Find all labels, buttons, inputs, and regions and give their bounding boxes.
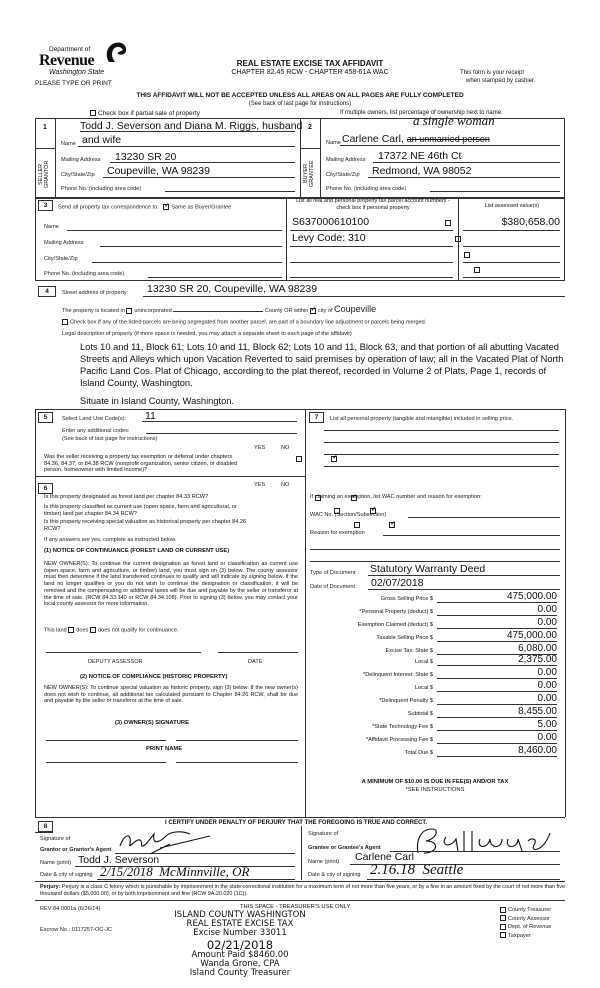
same-as-buyer-checkbox[interactable] xyxy=(163,204,169,210)
stamp-line-1: ISLAND COUNTY WASHINGTON xyxy=(174,910,306,920)
perjury-notice: Perjury: Perjury is a class C felony which is punishable by imprisonment in the state correctional institution for a maximum term of not more than five years, or by a fine in an amount fixed by the court of not more than five thousand dollars ($5,000.00), or by both imprisonment and fine (RCW 9A.20.020 (1C)). xyxy=(40,884,565,897)
does-qualify-checkbox[interactable] xyxy=(68,627,74,633)
segregated-row: Check box if any of the listed parcels are being segregated from another parcel, are part of a boundary line adjustment or parcels being merged. xyxy=(62,319,426,325)
grantee-date-label: Date & city of signing xyxy=(308,872,361,878)
parcel-row-3[interactable] xyxy=(290,262,453,263)
subtotal-row[interactable]: Subtotal $ 8,455.00 xyxy=(407,706,557,717)
dor-logo xyxy=(35,40,130,80)
seller-city-label: City/State/Zip xyxy=(61,172,95,178)
stamp-line-2: REAL ESTATE EXCISE TAX xyxy=(186,919,294,929)
grantee-sig-label-2: Grantee or Grantee's Agent xyxy=(308,845,381,851)
form-subtitle: CHAPTER 82.45 RCW - CHAPTER 458-61A WAC xyxy=(231,69,389,76)
section-6-number: 6 xyxy=(38,483,53,494)
grantee-name-field[interactable]: Carlene Carl xyxy=(355,851,414,863)
parcel-row-2[interactable]: Levy Code: 310 xyxy=(292,232,366,244)
corr-name-field[interactable] xyxy=(67,230,282,231)
notice-continuance-title: (1) NOTICE OF CONTINUANCE (FOREST LAND OR CURRENT USE) xyxy=(44,548,230,554)
corr-mailing-label: Mailing Address xyxy=(44,240,84,246)
buyer-mailing-label: Mailing Address xyxy=(326,157,366,163)
section-4-number: 4 xyxy=(38,286,56,297)
personal-property-line-4[interactable] xyxy=(324,466,559,467)
if-yes-note: If any answers are yes, complete as instructed below. xyxy=(44,537,177,543)
section-8-number: 8 xyxy=(38,821,53,832)
buyer-city-field[interactable]: Redmond, WA 98052 xyxy=(372,165,472,177)
form-title: REAL ESTATE EXCISE TAX AFFIDAVIT xyxy=(236,59,384,68)
located-in-row: The property is located in unincorporated County OR within ✓ city of Coupeville xyxy=(62,304,376,314)
section-3-number: 3 xyxy=(38,200,53,211)
grantee-name-label: Name (print) xyxy=(308,859,340,865)
exemption-no-checkbox[interactable] xyxy=(331,456,337,462)
seller-city-field[interactable]: Coupeville, WA 98239 xyxy=(107,165,210,177)
additional-codes-label: Enter any additional codes: xyxy=(62,428,130,434)
see-back-note: (See back of last page for instructions) xyxy=(248,101,352,107)
escrow-number: 0117257-OC-JC xyxy=(71,927,113,933)
historic-question: Is this property receiving special valuation as historical property per chapter 84.26 RCW? xyxy=(44,519,247,532)
forest-question: Is this property designated as forest land per chapter 84.33 RCW? xyxy=(44,494,209,500)
notice-continuance-text: NEW OWNER(S): To continue the current designation as forest land or classification as current use (open space, farm and agriculture, or timber) land, you must sign on (3) below. The county assessor must then determine if the land transferred continues to qualify and will indicate by signing below. If the land no longer qualifies or you do not wish to continue the designation or classification, it will be removed and the compensating or additional taxes will be due and payable by the seller or transferor at the time of sale. (RCW 84.33.140 or RCW 84.34.108). Prior to signing (3) below, you may contact your local county assessor for more information. xyxy=(44,561,298,608)
grantor-sig-label-2: Grantor or Grantor's Agent xyxy=(40,847,112,853)
stamp-excise-number: Excise Number 33011 xyxy=(193,928,287,938)
total-due-row[interactable]: Total Due $ 8,460.00 xyxy=(404,745,557,756)
partial-sale-label: Check box if partial sale of property xyxy=(98,110,200,117)
corr-city-field[interactable] xyxy=(92,262,282,263)
buyer-phone-label: Phone No. (including area code) xyxy=(326,186,407,192)
seller-name-line2[interactable]: and wife xyxy=(82,134,122,146)
delinquent-interest-local-row[interactable]: Local $ 0.00 xyxy=(414,680,557,691)
grantor-name-label: Name (print) xyxy=(40,860,72,866)
wac-label: WAC No. (Section/Subsection) xyxy=(310,512,387,518)
copy-dept-revenue-checkbox[interactable] xyxy=(500,924,506,930)
unincorporated-checkbox[interactable] xyxy=(126,308,132,314)
owner-signature-title: (3) OWNER(S) SIGNATURE xyxy=(115,720,189,726)
stamp-amount: Amount Paid $8460.00 xyxy=(191,949,289,960)
buyer-side-label: BUYER GRANTEE xyxy=(303,160,315,188)
current-use-question: Is this property classified as current use (open space, farm and agricultural, or timber) land per chapter 84.34 RCW? xyxy=(44,504,237,517)
copy-taxpayer-checkbox[interactable] xyxy=(500,932,506,938)
corr-phone-field[interactable] xyxy=(148,277,282,278)
grantee-date-city-field[interactable]: 2.16.18 Seattle xyxy=(370,862,464,878)
land-use-label: Select Land Use Code(s): xyxy=(62,416,127,422)
additional-codes-field[interactable] xyxy=(146,433,297,434)
personal-property-line-2[interactable] xyxy=(324,442,559,443)
doc-date-label: Date of Document xyxy=(310,584,356,590)
personal-property-line-3[interactable] xyxy=(324,454,559,455)
receipt-note-2: when stamped by cashier. xyxy=(466,78,536,84)
assessed-header: List assessed value(s) xyxy=(484,203,540,209)
reason-label: Reason for exemption xyxy=(310,530,365,536)
grantor-sig-label-1: Signature of xyxy=(40,836,71,842)
reason-field-3[interactable] xyxy=(310,561,560,562)
no-header-6: NO xyxy=(281,482,290,488)
escrow-row: Escrow No.: 0117257-OC-JC xyxy=(40,927,113,933)
buyer-city-label: City/State/Zip xyxy=(326,172,360,178)
doc-type-field[interactable]: Statutory Warranty Deed xyxy=(370,563,486,575)
partial-sale-box[interactable] xyxy=(90,110,96,116)
multiple-owners-note: If multiple owners, list percentage of ownership next to name. xyxy=(340,110,503,116)
segregated-checkbox[interactable] xyxy=(62,319,68,325)
buyer-name-value: Carlene Carl, xyxy=(342,133,404,145)
stamp-title: Island County Treasurer xyxy=(189,967,291,978)
no-header-5: NO xyxy=(281,445,290,451)
notice-compliance-title: (2) NOTICE OF COMPLIANCE (HISTORIC PROPERTY) xyxy=(80,674,228,680)
minimum-due-note: A MINIMUM OF $10.00 IS DUE IN FEE(S) AND/OR TAX xyxy=(361,779,509,785)
seller-mailing-field[interactable]: 13230 SR 20 xyxy=(115,151,177,163)
seller-mailing-label: Mailing Address xyxy=(61,157,101,163)
exemption-claim-label: If claiming an exemption, list WAC number and reason for exemption: xyxy=(310,494,482,500)
print-name-2[interactable] xyxy=(176,762,298,763)
section-2-number: 2 xyxy=(308,124,312,131)
deputy-assessor-label: DEPUTY ASSESSOR xyxy=(88,659,143,665)
print-name-label: PRINT NAME xyxy=(146,746,183,752)
state-technology-fee-row[interactable]: *State Technology Fee $ 5.00 xyxy=(372,719,557,730)
taxable-selling-price-row[interactable]: Taxable Selling Price $ 475,000.00 xyxy=(376,630,557,641)
situate-text: Situate in Island County, Washington. xyxy=(80,396,235,406)
owner-signature-2[interactable] xyxy=(176,740,298,741)
land-use-code-field[interactable]: 11 xyxy=(145,410,156,422)
section-5-number: 5 xyxy=(38,412,53,423)
correspondence-label: Send all property tax correspondence to: ✓ Same as Buyer/Grantee xyxy=(58,204,231,210)
grantee-signature[interactable] xyxy=(410,823,560,859)
assessed-value-3[interactable] xyxy=(463,262,560,263)
corr-name-label: Name xyxy=(44,224,59,230)
historic-yes-checkbox[interactable] xyxy=(354,522,360,528)
corr-mailing-field[interactable] xyxy=(100,246,282,247)
form-number: REV 84 0001a (6/26/14) xyxy=(40,906,101,912)
excise-tax-state-row[interactable]: Excise Tax: State $ 6,080.00 xyxy=(385,643,557,654)
delinquent-penalty-row[interactable]: *Delinquent Penalty $ 0.00 xyxy=(379,693,557,704)
doc-date-field[interactable]: 02/07/2018 xyxy=(371,577,424,589)
personal-property-deduct-row[interactable]: *Personal Property (deduct) $ 0.00 xyxy=(359,604,557,615)
treasurer-use-header: THIS SPACE - TREASURER'S USE ONLY xyxy=(240,904,351,910)
parcel-1-personal-checkbox[interactable] xyxy=(445,220,451,226)
certification-statement: I CERTIFY UNDER PENALTY OF PERJURY THAT THE FOREGOING IS TRUE AND CORRECT. xyxy=(165,820,428,826)
seller-side-label: SELLER GRANTOR xyxy=(38,160,50,188)
section-1-number: 1 xyxy=(43,124,47,131)
reason-field[interactable] xyxy=(383,535,560,536)
see-instructions-note: *SEE INSTRUCTIONS xyxy=(405,787,465,793)
reason-field-2[interactable] xyxy=(310,549,560,550)
parcel-3-personal-checkbox[interactable] xyxy=(464,252,470,258)
exemption-question: Was the seller receiving a property tax exemption or deferral under chapters 84.36, 84.37, or 84.38 RCW (nonprofit organization, senior citizen, or disabled person, homeowner with limited income)? xyxy=(44,454,238,473)
section-7-number: 7 xyxy=(309,412,324,423)
corr-phone-label: Phone No. (including area code) xyxy=(44,271,125,277)
excise-tax-local-row[interactable]: Local $ 2,375.00 xyxy=(414,654,557,665)
assessed-value-2[interactable] xyxy=(463,246,560,247)
exemption-claimed-row[interactable]: Exemption Claimed (deduct) $ 0.00 xyxy=(357,617,557,628)
logo-agency-line1: Department of xyxy=(49,46,91,53)
buyer-phone-field[interactable] xyxy=(430,191,560,192)
parcel-row-1[interactable]: S637000610100 xyxy=(292,216,370,228)
notice-compliance-text: NEW OWNER(S): To continue special valuation as historic property, sign (3) below. If the new owner(s) does not wish to continue, all additional tax calculated pursuant to Chapter 84.26 RCW, shall be due and payable by the seller or transferor at the time of sale. xyxy=(44,685,298,705)
does-not-qualify-checkbox[interactable] xyxy=(90,627,96,633)
copy-county-assessor-checkbox[interactable] xyxy=(500,915,506,921)
copy-county-treasurer: County Treasurer County Assessor Dept. of Revenue Taxpayer xyxy=(500,906,552,940)
parcel-2-personal-checkbox[interactable] xyxy=(455,236,461,242)
doc-type-label: Type of Document xyxy=(310,570,356,576)
wac-field[interactable] xyxy=(408,517,560,518)
assessed-value-4[interactable] xyxy=(463,277,560,278)
date-label: DATE xyxy=(248,659,263,665)
parcel-4-personal-checkbox[interactable] xyxy=(474,267,480,273)
personal-property-line-1[interactable] xyxy=(324,430,559,431)
city-of-field[interactable]: Coupeville xyxy=(334,304,377,314)
acceptance-warning: THIS AFFIDAVIT WILL NOT BE ACCEPTED UNLESS ALL AREAS ON ALL PAGES ARE FULLY COMPLETED xyxy=(136,92,464,99)
assessed-value-1[interactable]: $380,658.00 xyxy=(501,216,560,228)
seller-phone-label: Phone No. (including area code) xyxy=(61,186,142,192)
owner-signature-1[interactable] xyxy=(46,740,166,741)
parcel-header: List all real and personal property tax parcel account numbers - check box if personal property xyxy=(296,198,450,211)
land-use-see-back: (See back of last page for instructions) xyxy=(62,436,158,442)
buyer-mailing-field[interactable]: 17372 NE 46th Ct xyxy=(378,150,462,162)
yes-header-6: YES xyxy=(254,482,266,488)
receipt-note-1: This form is your receipt xyxy=(460,70,525,76)
within-city-checkbox[interactable] xyxy=(310,308,316,314)
dor-swirl-icon xyxy=(103,40,129,66)
parcel-row-4[interactable] xyxy=(290,277,453,278)
stamp-date: 02/21/2018 xyxy=(206,937,274,952)
exemption-yes-checkbox[interactable] xyxy=(296,456,302,462)
grantor-name-field[interactable]: Todd J. Severson xyxy=(78,854,160,866)
yes-header-5: YES xyxy=(254,445,266,451)
stamp-name: Wanda Grone, CPA xyxy=(200,958,280,969)
buyer-name-label: Name xyxy=(326,140,341,146)
street-address-field[interactable]: 13230 SR 20, Coupeville, WA 98239 xyxy=(147,283,318,295)
continuance-row: This land does does not qualify for continuance. xyxy=(44,627,179,634)
personal-property-label: List all personal property (tangible and intangible) included in selling price. xyxy=(330,416,514,422)
delinquent-interest-state-row[interactable]: *Delinquent Interest: State $ 0.00 xyxy=(363,667,557,678)
partial-sale-checkbox[interactable] xyxy=(90,110,200,117)
seller-name-label: Name xyxy=(61,141,76,147)
grantor-date-city-field[interactable]: 2/15/2018 McMinnville, OR xyxy=(100,864,250,879)
street-label: Street address of property: xyxy=(62,290,129,296)
affidavit-processing-fee-row[interactable]: *Affidavit Processing Fee $ 0.00 xyxy=(365,732,557,743)
seller-name-line1: Todd J. Severson and Diana M. Riggs, husband xyxy=(80,120,303,132)
gross-selling-price-row[interactable]: Gross Selling Price $ 475,000.00 xyxy=(380,591,557,602)
print-name-1[interactable] xyxy=(46,762,166,763)
legal-description-label: Legal description of property (if more space is needed, you may attach a separate sheet to each page of the affidavit) xyxy=(62,331,352,337)
deputy-assessor-signature[interactable] xyxy=(46,652,201,653)
historic-no-checkbox[interactable] xyxy=(389,522,395,528)
please-type-note: PLEASE TYPE OR PRINT xyxy=(35,80,112,87)
seller-phone-field[interactable] xyxy=(165,191,295,192)
grantee-sig-label-1: Signature of xyxy=(308,831,339,837)
treasurer-stamp xyxy=(140,911,340,978)
logo-agency-line3: Washington State xyxy=(49,69,105,76)
buyer-handwritten-note: a single woman xyxy=(413,113,495,128)
copy-county-treasurer-checkbox[interactable] xyxy=(500,907,506,913)
logo-agency-line2: Revenue xyxy=(39,52,95,69)
assessor-date-field[interactable] xyxy=(218,652,298,653)
buyer-struck-text: an unmarried person xyxy=(406,134,490,144)
buyer-name-field[interactable] xyxy=(342,133,490,145)
legal-description-text[interactable]: Lots 10 and 11, Block 61; Lots 10 and 11, Block 62; Lots 10 and 11, Block 63, and that portion of all abutting Vacated Streets and Alleys which upon Vacation Reverted to said premises by operation of law; all in the Vacated Plat of North Pacific Land Cos. Plat of Chicago, according to the plat thereof, recorded in Volume 2 of Plats, Page 1, records of Island County, Washington. xyxy=(80,342,564,388)
grantor-date-label: Date & city of signing xyxy=(40,872,93,878)
corr-city-label: City/State/Zip xyxy=(44,256,78,262)
